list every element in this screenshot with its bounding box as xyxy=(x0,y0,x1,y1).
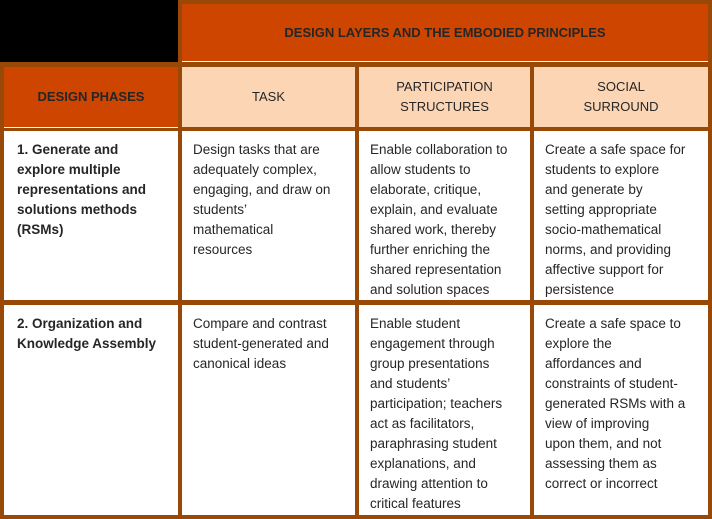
super-header-label: DESIGN LAYERS AND THE EMBODIED PRINCIPLES xyxy=(284,25,606,40)
table-row-1-phase: 1. Generate and explore multiple representations and solutions methods (RSMs) xyxy=(4,131,178,300)
column-header-participation-structures: PARTICIPATION STRUCTURES xyxy=(359,67,530,127)
phase-header-accent-line xyxy=(4,127,178,128)
border-col-3 xyxy=(530,62,534,519)
table-row-2-phase: 2. Organization and Knowledge Assembly xyxy=(4,305,178,515)
super-header xyxy=(182,4,708,62)
border-col-1 xyxy=(178,0,182,519)
border-right xyxy=(708,0,712,519)
column-header-task: TASK xyxy=(182,67,355,127)
column-header-design-phases: DESIGN PHASES xyxy=(4,67,178,127)
table-row-2-social: Create a safe space to explore the affordances and constraints of student- generated RSMs with a view of improving upon them, and not assessing them as correct or incorrect xyxy=(534,305,708,515)
border-left xyxy=(0,62,4,519)
table-row-1-task: Design tasks that are adequately complex, engaging, and draw on students’ mathematical resources xyxy=(182,131,355,300)
table-row-1-social: Create a safe space for students to explore and generate by setting appropriate socio-mathematical norms, and providing affective support for persistence xyxy=(534,131,708,300)
border-top xyxy=(178,0,712,4)
table-row-2-participation: Enable student engagement through group presentations and students’ participation; teachers act as facilitators, paraphrasing student explanations, and drawing attention to critical features xyxy=(359,305,530,515)
header-accent-line xyxy=(182,61,708,62)
table-row-2-task: Compare and contrast student-generated and canonical ideas xyxy=(182,305,355,515)
table-row-1-participation: Enable collaboration to allow students to elaborate, critique, explain, and evaluate shared work, thereby further enriching the shared representation and solution spaces xyxy=(359,131,530,300)
column-header-social-surround: SOCIAL SURROUND xyxy=(534,67,708,127)
border-col-2 xyxy=(355,62,359,519)
